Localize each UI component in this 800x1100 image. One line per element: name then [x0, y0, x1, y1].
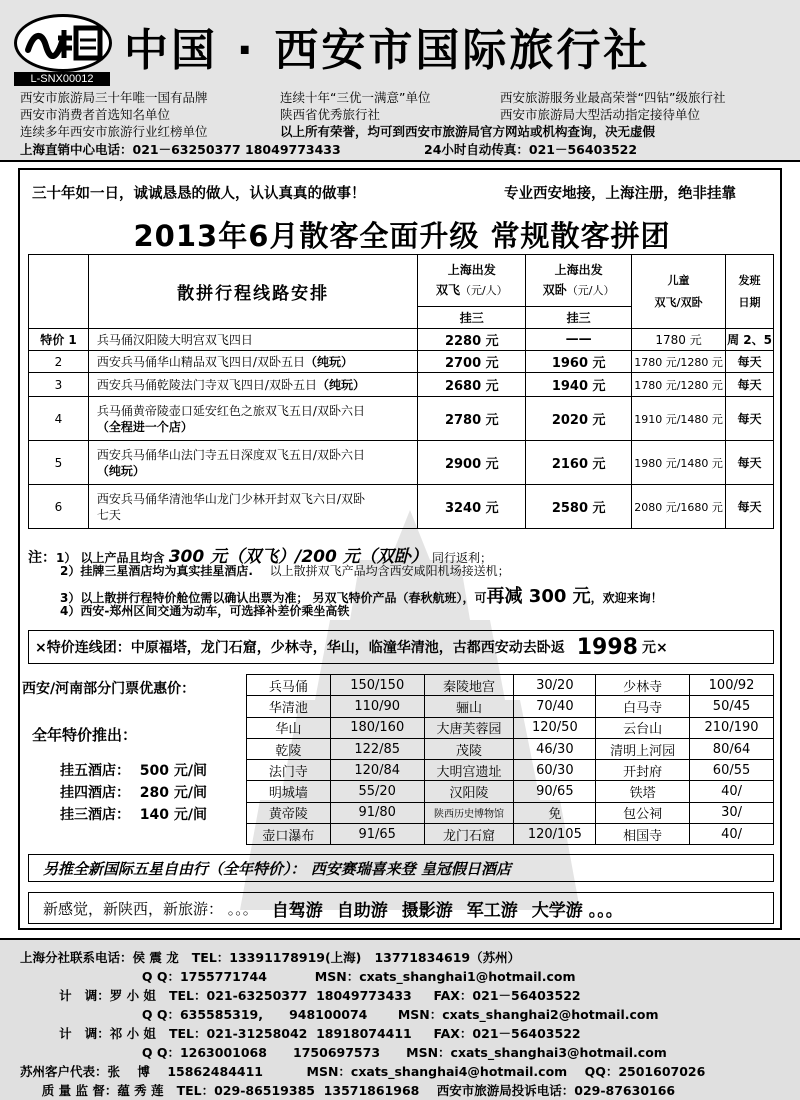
honor-disclaimer: 以上所有荣誉，均可到西安市旅游局官方网站或机构查询，决无虚假 — [280, 124, 656, 139]
agency-logo — [14, 14, 112, 72]
slogan-left: 三十年如一日，诚诚恳恳的做人，认认真真的做事！ — [32, 186, 366, 202]
note-4: 4）西安-郑州区间交通为动车，可选择补差价乘坐高铁 — [60, 604, 350, 618]
note-1: 注：1） 以上产品且均含 300 元（双飞）/200 元（双卧） 同行返利； — [28, 547, 492, 567]
contact-line: 上海分社联系电话：侯 震 龙 TEL：13391178919(上海) 13771834619（苏州） — [20, 950, 521, 965]
contact-line: 质 量 监 督：蕴 秀 莲 TEL：029-86519385 13571861968 西安市旅游局投诉电话：029-87630166 — [20, 1083, 676, 1098]
contact-line: 苏州客户代表：张 博 15862484411 MSN：cxats_shanghai4@hotmail.com QQ：2501607026 — [20, 1064, 706, 1079]
tour-type: 大学游 。。。 — [531, 900, 623, 921]
note-3: 3）以上散拼行程特价舱位需以确认出票为准； 另双飞特价产品（春秋航班），可再减 300 元，欢迎来询！ — [60, 586, 663, 607]
tour-type: 摄影游 — [401, 900, 453, 921]
contact-footer — [0, 938, 800, 1100]
license-code: L-SNX00012 — [14, 72, 110, 86]
route-table — [28, 254, 774, 529]
tour-type: 自助游 — [336, 900, 388, 921]
ticket-price-table — [246, 674, 774, 845]
route-row: 2 西安兵马俑华山精品双飞四日/双卧五日（纯玩） 2700 元 1960 元 1780 元/1280 元 每天 — [29, 351, 774, 373]
ticket-section-title: 西安/河南部分门票优惠价： — [22, 681, 196, 697]
route-table-header: 散拼行程线路安排 上海出发 双飞（元/人） 上海出发 双卧（元/人） 儿童 双飞/双卧 发班 日期 — [29, 255, 774, 307]
tour-types-banner: 新感觉，新陕西，新旅游： 。。。 自驾游 自助游 摄影游 军工游 大学游 。。。 — [28, 892, 774, 924]
hotel-price-item: 挂四酒店： 280 元/间 — [60, 785, 207, 801]
logo-emblem-icon — [20, 20, 106, 66]
route-row: 4 兵马俑黄帝陵壶口延安红色之旅双飞五日/双卧六日 （全程进一个店） 2780 元 2020 元 1910 元/1480 元 每天 — [29, 397, 774, 441]
slogan-right: 专业西安地接，上海注册，绝非挂靠 — [504, 186, 736, 202]
ticket-row: 法门寺 120/84 大明宫遗址 60/30 开封府 60/55 — [247, 760, 774, 781]
route-table-title: 散拼行程线路安排 — [88, 255, 417, 329]
ticket-row: 华清池 110/90 骊山 70/40 白马寺 50/45 — [247, 696, 774, 717]
contact-line: 计 调：罗 小 姐 TEL：021-63250377 18049773433 FAX：021－56403522 — [20, 988, 581, 1003]
contact-line: Q Q：1755771744 MSN：cxats_shanghai1@hotmail.com — [20, 969, 576, 984]
special-line-price: 1998 — [576, 634, 638, 660]
hotel-grade-air: 挂三 — [418, 307, 526, 329]
header-banner — [0, 0, 800, 162]
honor-item: 连续多年西安市旅游行业红榜单位 — [20, 124, 208, 139]
route-row: 6 西安兵马俑华清池华山龙门少林开封双飞六日/双卧 七天 3240 元 2580 元 2080 元/1680 元 每天 — [29, 485, 774, 529]
route-row: 5 西安兵马俑华山法门寺五日深度双飞五日/双卧六日 （纯玩） 2900 元 2160 元 1980 元/1480 元 每天 — [29, 441, 774, 485]
honor-item: 西安旅游服务业最高荣誉“四钻”级旅行社 — [500, 90, 726, 105]
ticket-row: 黄帝陵 91/80 陕西历史博物馆 免 包公祠 30/ — [247, 802, 774, 823]
ticket-row: 兵马俑 150/150 秦陵地宫 30/20 少林寺 100/92 — [247, 675, 774, 696]
hotel-price-item: 挂五酒店： 500 元/间 — [60, 763, 207, 779]
tour-type: 军工游 — [466, 900, 518, 921]
ticket-row: 壶口瀑布 91/65 龙门石窟 120/105 相国寺 40/ — [247, 824, 774, 845]
route-row: 3 西安兵马俑乾陵法门寺双飞四日/双卧五日（纯玩） 2680 元 1940 元 1780 元/1280 元 每天 — [29, 373, 774, 397]
free-tour-banner: 另推全新国际五星自由行（全年特价）： 西安赛瑞喜来登 皇冠假日酒店 — [28, 854, 774, 882]
hotel-grade-sleeper: 挂三 — [526, 307, 632, 329]
honor-item: 西安市旅游局大型活动指定接待单位 — [500, 107, 701, 122]
main-panel — [18, 168, 782, 930]
tour-type: 自驾游 — [271, 900, 323, 921]
hotel-section-title: 全年特价推出： — [32, 726, 138, 744]
honor-item: 西安市旅游局三十年唯一国有品牌 — [20, 90, 208, 105]
honor-item: 连续十年“三优一满意”单位 — [280, 90, 431, 105]
agency-title: 中国 · 西安市国际旅行社 — [124, 25, 651, 76]
contact-line: Q Q：635585319, 948100074 MSN：cxats_shanghai2@hotmail.com — [20, 1007, 659, 1022]
ticket-row: 乾陵 122/85 茂陵 46/30 清明上河园 80/64 — [247, 738, 774, 759]
contact-line: Q Q：1263001068 1750697573 MSN：cxats_shanghai3@hotmail.com — [20, 1045, 667, 1060]
note-2: 2）挂牌三星酒店均为真实挂星酒店. 以上散拼双飞产品均含西安咸阳机场接送机； — [60, 564, 510, 578]
honor-item: 陕西省优秀旅行社 — [280, 107, 381, 122]
ticket-row: 明城墙 55/20 汉阳陵 90/65 铁塔 40/ — [247, 781, 774, 802]
honor-item: 西安市消费者首选知名单位 — [20, 107, 171, 122]
page-headline: 2013年6月散客全面升级 常规散客拼团 — [133, 219, 671, 253]
hotel-price-item: 挂三酒店： 140 元/间 — [60, 807, 207, 823]
route-row: 特价 1 兵马俑汉阳陵大明宫双飞四日 2280 元 —— 1780 元 周 2、5 — [29, 329, 774, 351]
ticket-row: 华山 180/160 大唐芙蓉园 120/50 云台山 210/190 — [247, 717, 774, 738]
fax-line: 24小时自动传真：021－56403522 — [424, 142, 638, 157]
special-line-tour: ×特价连线团：中原福塔，龙门石窟，少林寺，华山，临潼华清池，古都西安动去卧返 1998 元× — [28, 630, 774, 664]
hotline: 上海直销中心电话：021－63250377 18049773433 — [20, 142, 341, 157]
contact-line: 计 调：祁 小 姐 TEL：021-31258042 18918074411 FAX：021－56403522 — [20, 1026, 581, 1041]
